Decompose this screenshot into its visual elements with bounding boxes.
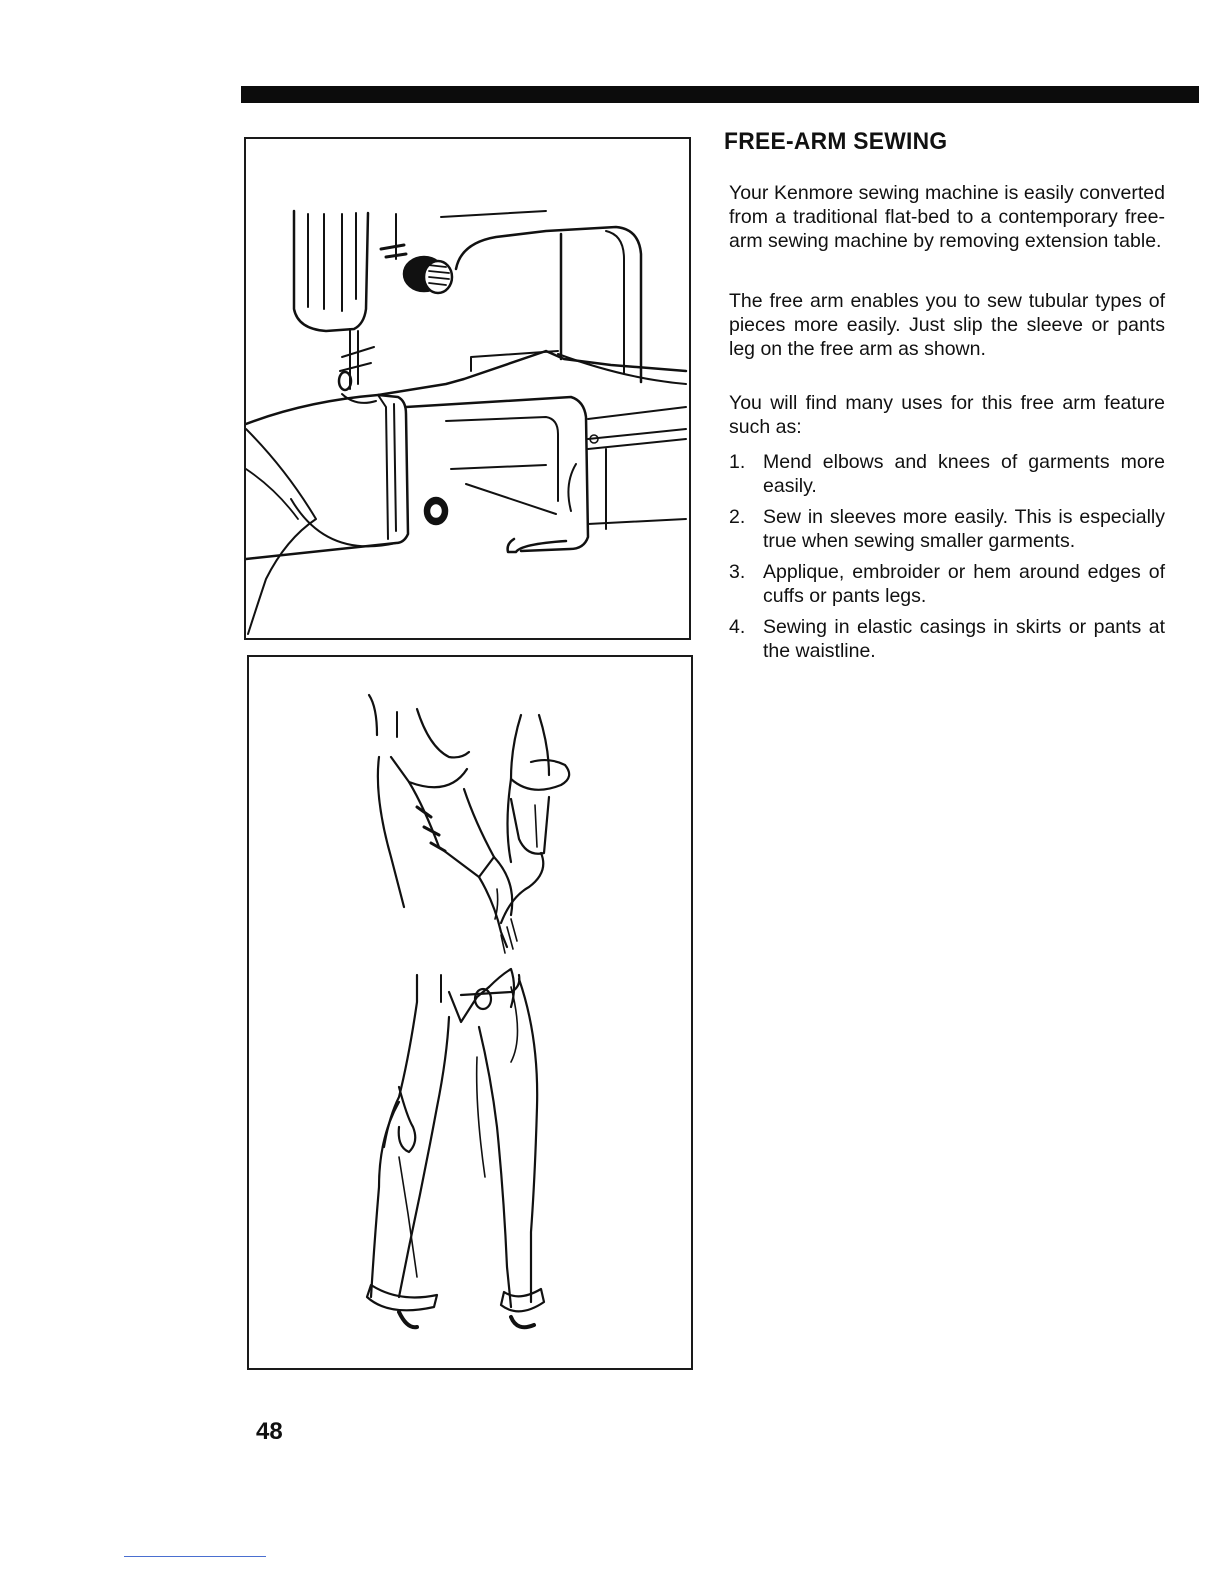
list-item-text: Sewing in elastic casings in skirts or pants at the waistline. [763,616,1165,662]
uses-list [729,450,1165,670]
free-arm-paragraph: The free arm enables you to sew tubular types of pieces more easily. Just slip the sleeve or pants leg on the free arm as shown. [729,290,1165,360]
list-item-number: 1. [729,451,746,473]
garment-icon [249,657,691,1368]
sewing-machine-icon [246,139,689,638]
list-item-text: Mend elbows and knees of garments more easily. [763,451,1165,497]
free-arm-machine-figure [244,137,691,640]
list-item-number: 3. [729,561,746,583]
header-rule [241,86,1199,103]
list-item-number: 2. [729,506,746,528]
garments-figure [247,655,693,1370]
intro-paragraph: Your Kenmore sewing machine is easily converted from a traditional flat-bed to a contemporary free-arm sewing machine by removing extension table. [729,182,1165,252]
list-item [729,450,1165,498]
list-item [729,615,1165,663]
list-item-number: 4. [729,616,746,638]
uses-intro-paragraph: You will find many uses for this free arm feature such as: [729,392,1165,438]
list-item-text: Applique, embroider or hem around edges of cuffs or pants legs. [763,561,1165,607]
list-item [729,505,1165,553]
footer-rule [124,1556,266,1557]
section-title: FREE-ARM SEWING [724,128,948,155]
list-item-text: Sew in sleeves more easily. This is especially true when sewing smaller garments. [763,506,1165,552]
list-item [729,560,1165,608]
page-number: 48 [256,1418,283,1445]
